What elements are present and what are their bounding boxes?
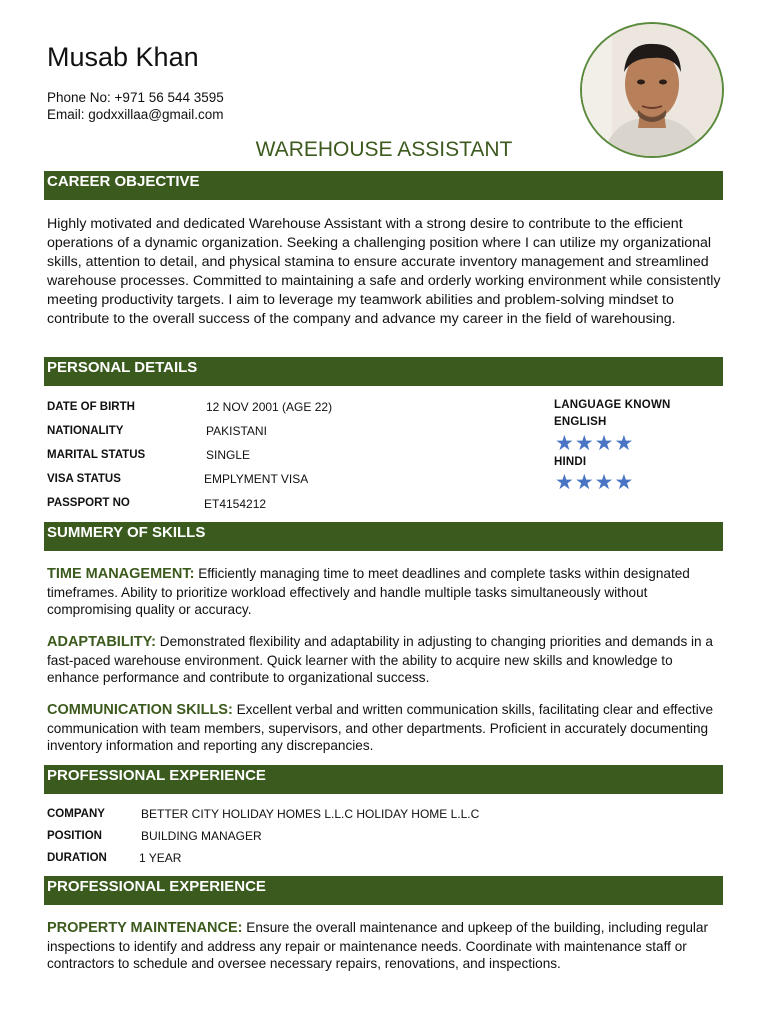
value-company: BETTER CITY HOLIDAY HOMES L.L.C HOLIDAY HOME L.L.C — [141, 807, 480, 821]
skill-description: Demonstrated flexibility and adaptability in adjusting to changing priorities and demands in a fast-paced warehouse environment. Quick learner with the ability to acquire new skills and knowledge to enhance performance and contribute to organizational success. — [47, 634, 713, 685]
label-marital-status: MARITAL STATUS — [47, 449, 146, 461]
skill-description: Efficiently managing time to meet deadlines and complete tasks within designated timeframes. Ability to prioritize workload effectively and handle multiple tasks simultaneously without compromising quality or accuracy. — [47, 566, 690, 617]
label-passport-no: PASSPORT NO — [47, 497, 130, 509]
hindi-rating-stars: ★★★★ — [555, 471, 635, 494]
candidate-name: Musab Khan — [47, 42, 199, 72]
section-professional-experience-2: PROFESSIONAL EXPERIENCE — [44, 876, 723, 905]
skill-title: COMMUNICATION SKILLS: — [47, 702, 233, 718]
duty-description: Ensure the overall maintenance and upkeep of the building, including regular inspections to identify and address any repair or maintenance needs. Coordinate with maintenance staff or contractors to schedule and oversee necessary repairs, renovations, and inspections. — [47, 920, 709, 971]
language-hindi: HINDI — [554, 456, 587, 468]
section-personal-details: PERSONAL DETAILS — [44, 357, 723, 386]
skill-title: TIME MANAGEMENT: — [47, 566, 195, 582]
skill-title: ADAPTABILITY: — [47, 634, 157, 650]
person-portrait-icon — [582, 24, 722, 156]
value-date-of-birth: 12 NOV 2001 (AGE 22) — [206, 400, 333, 414]
value-visa-status: EMPLYMENT VISA — [204, 472, 309, 486]
value-nationality: PAKISTANI — [206, 424, 267, 438]
skill-adaptability — [47, 633, 727, 687]
section-career-objective: CAREER OBJECTIVE — [44, 171, 723, 200]
job-title: WAREHOUSE ASSISTANT — [255, 138, 513, 161]
label-date-of-birth: DATE OF BIRTH — [47, 401, 135, 413]
value-passport-no: ET4154212 — [204, 497, 267, 511]
duty-title: PROPERTY MAINTENANCE: — [47, 920, 243, 936]
section-professional-experience: PROFESSIONAL EXPERIENCE — [44, 765, 723, 794]
email-text: Email: godxxillaa@gmail.com — [47, 107, 224, 122]
english-rating-stars: ★★★★ — [555, 432, 635, 455]
label-position: POSITION — [47, 830, 102, 842]
label-company: COMPANY — [47, 808, 105, 820]
duty-property-maintenance — [47, 919, 727, 973]
value-marital-status: SINGLE — [206, 448, 251, 462]
skill-communication — [47, 701, 727, 755]
objective-text: Highly motivated and dedicated Warehouse Assistant with a strong desire to contribute to the efficient operations of a dynamic organization. Seeking a challenging position where I can utilize my organizational skills, attention to detail, and physical stamina to ensure accurate inventory management and streamlined warehouse processes. Committed to maintaining a safe and orderly working environment while consistently meeting productivity targets. I aim to leverage my teamwork abilities and problem-solving mindset to contribute to the overall success of the company and advance my career in the field of warehousing. — [47, 216, 721, 327]
label-nationality: NATIONALITY — [47, 425, 124, 437]
phone-text: Phone No: +971 56 544 3595 — [47, 90, 224, 105]
section-summary-of-skills: SUMMERY OF SKILLS — [44, 522, 723, 551]
label-visa-status: VISA STATUS — [47, 473, 121, 485]
value-position: BUILDING MANAGER — [141, 829, 262, 843]
skill-description: Excellent verbal and written communication skills, facilitating clear and effective communication with team members, supervisors, and other departments. Proficient in accurately documenting inventory information and reporting any discrepancies. — [47, 702, 714, 753]
languages-heading: LANGUAGE KNOWN — [554, 399, 671, 411]
value-duration: 1 YEAR — [139, 851, 182, 865]
label-duration: DURATION — [47, 852, 107, 864]
skill-time-management — [47, 565, 727, 619]
language-english: ENGLISH — [554, 416, 607, 428]
